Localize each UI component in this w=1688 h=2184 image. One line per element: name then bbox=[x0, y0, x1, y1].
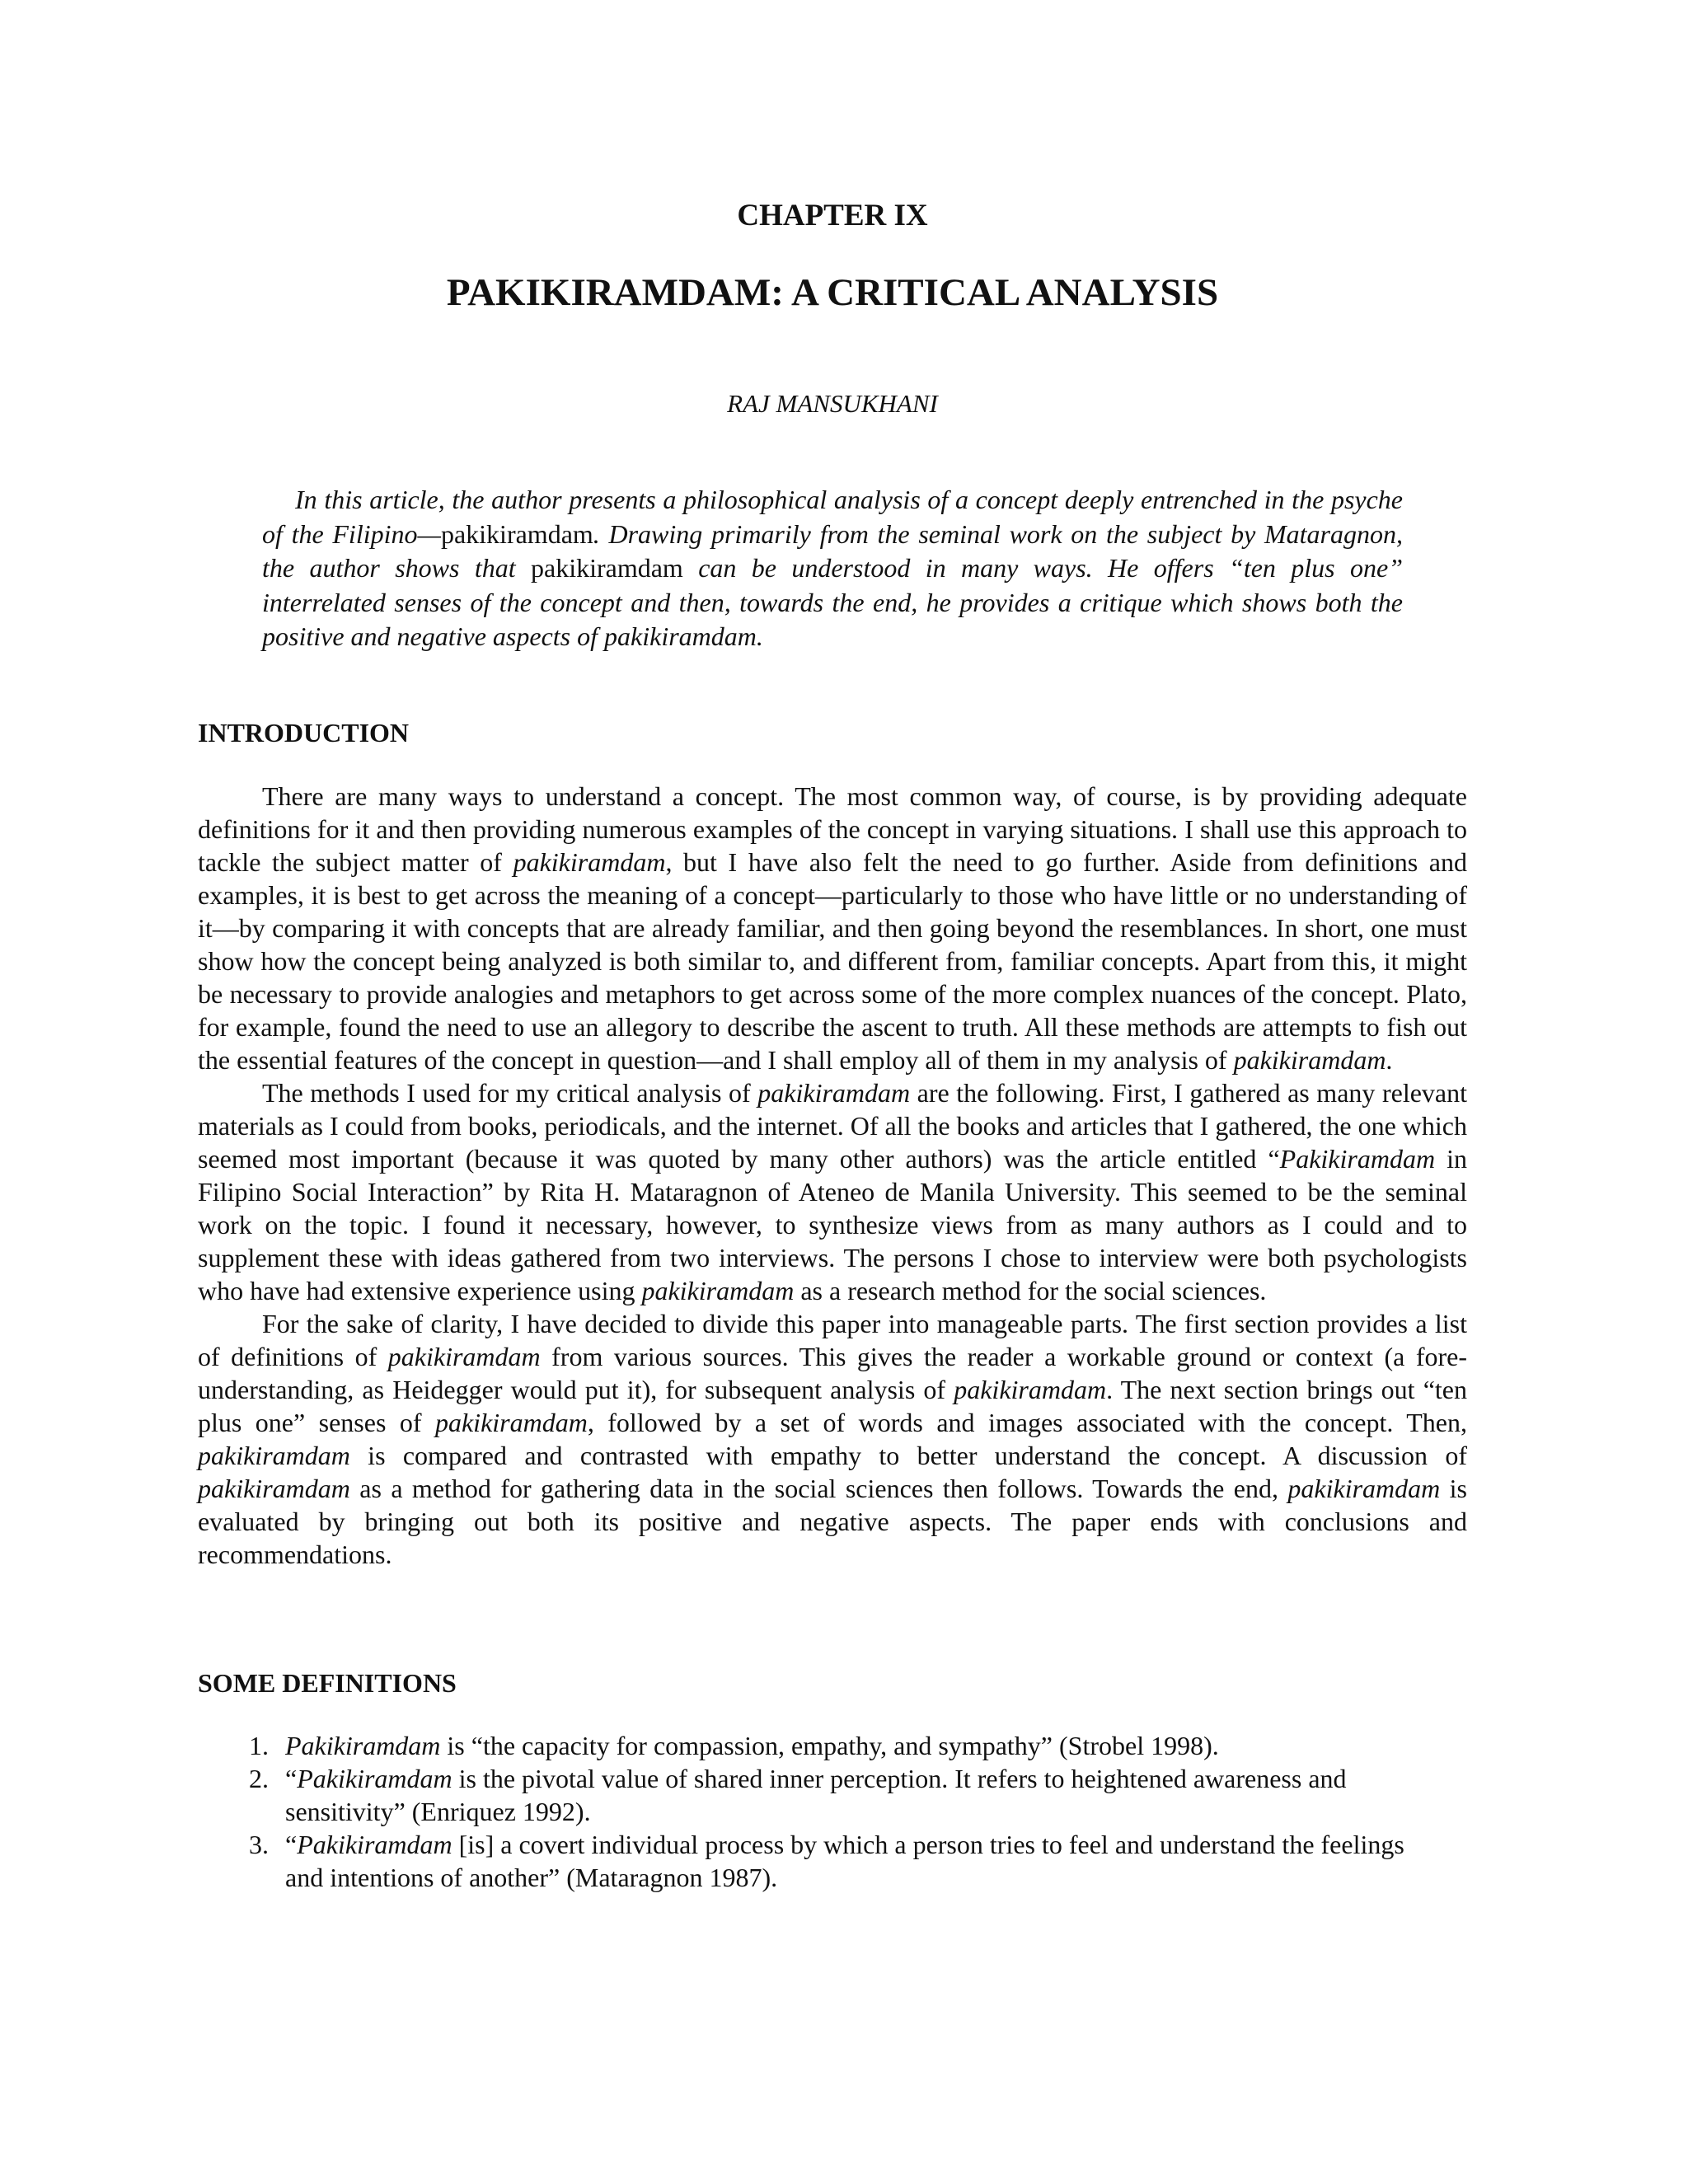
term: Pakikiramdam bbox=[285, 1731, 441, 1760]
paragraph bbox=[198, 1076, 1467, 1307]
author-name: RAJ MANSUKHANI bbox=[727, 389, 938, 418]
text-run: For the sake of clarity, I have decided to divide this paper into manageable parts. The first section provides a list of definitions of bbox=[198, 1309, 1467, 1371]
term: pakikiramdam bbox=[198, 1441, 350, 1470]
term: pakikiramdam bbox=[198, 1474, 350, 1503]
text-run: “ bbox=[285, 1830, 298, 1859]
text-run: There are many ways to understand a concept. The most common way, of course, is by providing adequate definitions for it and then providing numerous examples of the concept in varying situations. I shall use this approach to tackle the subject matter of bbox=[198, 781, 1467, 877]
text-run: [is] a covert individual process by which a person tries to feel and understand the feelings and intentions of another” (Mataragnon 1987). bbox=[285, 1830, 1404, 1892]
abstract-text: In this article, the author presents a philosophical analysis of a concept deeply entrenched in the psyche of the Filipino— bbox=[262, 485, 1403, 549]
list-item bbox=[249, 1762, 1434, 1828]
text-run: , followed by a set of words and images associated with the concept. Then, bbox=[587, 1408, 1468, 1437]
term: pakikiramdam bbox=[387, 1342, 541, 1371]
text-run: . The next section brings out “ten plus one” senses of bbox=[198, 1375, 1468, 1437]
text-run: is evaluated by bringing out both its positive and negative aspects. The paper ends with conclusions and recommendations. bbox=[198, 1474, 1468, 1569]
term: pakikiramdam bbox=[1233, 1045, 1386, 1075]
chapter-label: CHAPTER IX bbox=[737, 199, 928, 232]
list-number: 2. bbox=[249, 1764, 269, 1793]
paragraph bbox=[198, 780, 1467, 1076]
text-run: are the following. First, I gathered as many relevant materials as I could from books, periodicals, and the internet. Of all the books and articles that I gathered, the one which seemed most important (because it was quoted by many other authors) was the article entitled “ bbox=[198, 1078, 1467, 1174]
abstract bbox=[262, 483, 1403, 654]
term: Pakikiramdam bbox=[297, 1764, 452, 1793]
term: pakikiramdam bbox=[641, 1276, 795, 1305]
text-run: , but I have also felt the need to go further. Aside from definitions and examples, it is best to get across the meaning of a concept—particularly to those who have little or no understanding of it—by comparing it with concepts that are already familiar, and then going beyond the resemblances. In short, one must show how the concept being analyzed is both similar to, and different from, familiar concepts. Apart from this, it might be necessary to provide analogies and metaphors to get across some of the more complex nuances of the concept. Plato, for example, found the need to use an allegory to describe the ascent to truth. All these methods are attempts to fish out the essential features of the concept in question—and I shall employ all of them in my analysis of bbox=[198, 847, 1468, 1075]
term: pakikiramdam bbox=[434, 1408, 588, 1437]
abstract-term: pakikiramdam bbox=[440, 518, 593, 549]
article-title: PAKIKIRAMDAM: A CRITICAL ANALYSIS bbox=[446, 271, 1219, 314]
section-heading-introduction: INTRODUCTION bbox=[198, 718, 410, 748]
text-run: is the pivotal value of shared inner perception. It refers to heightened awareness and sensitivity” (Enriquez 1992). bbox=[285, 1764, 1347, 1826]
term: pakikiramdam bbox=[1287, 1474, 1441, 1503]
definitions-list bbox=[249, 1729, 1434, 1894]
term: pakikiramdam bbox=[757, 1078, 911, 1108]
introduction-body bbox=[198, 780, 1467, 1571]
list-item bbox=[249, 1729, 1434, 1762]
text-run: is compared and contrasted with empathy to better understand the concept. A discussion of bbox=[349, 1441, 1467, 1470]
text-run: “ bbox=[285, 1764, 298, 1793]
section-heading-definitions: SOME DEFINITIONS bbox=[198, 1668, 457, 1698]
abstract-text: can be understood in many ways. He offers “ten plus one” interrelated senses of the concept and then, towards the end, he provides a critique which shows both the positive and negative aspects of pakikiramdam. bbox=[262, 553, 1404, 651]
text-run: in Filipino Social Interaction” by Rita H. Mataragnon of Ateneo de Manila University. This seemed to be the seminal work on the topic. I found it necessary, however, to synthesize views from as many authors as I could and to supplement these with ideas gathered from two interviews. The persons I chose to interview were both psychologists who have had extensive experience using bbox=[198, 1144, 1468, 1305]
text-run: as a research method for the social sciences. bbox=[794, 1276, 1267, 1305]
paragraph bbox=[198, 1307, 1467, 1571]
term: Pakikiramdam bbox=[1279, 1144, 1436, 1174]
term: Pakikiramdam bbox=[297, 1830, 452, 1859]
text-run: from various sources. This gives the reader a workable ground or context (a fore-understanding, as Heidegger would put it), for subsequent analysis of bbox=[198, 1342, 1468, 1404]
text-run: . bbox=[1386, 1045, 1393, 1075]
abstract-term: pakikiramdam bbox=[530, 553, 683, 583]
term: pakikiramdam bbox=[513, 847, 666, 877]
list-number: 1. bbox=[249, 1731, 269, 1760]
text-run: The methods I used for my critical analysis of bbox=[262, 1078, 758, 1108]
text-run: is “the capacity for compassion, empathy, and sympathy” (Strobel 1998). bbox=[440, 1731, 1219, 1760]
list-item bbox=[249, 1828, 1434, 1894]
list-number: 3. bbox=[249, 1830, 269, 1859]
abstract-text: . Drawing primarily from the seminal work on the subject by Mataragnon, the author shows that bbox=[262, 518, 1404, 583]
text-run: as a method for gathering data in the social sciences then follows. Towards the end, bbox=[349, 1474, 1288, 1503]
term: pakikiramdam bbox=[954, 1375, 1107, 1404]
